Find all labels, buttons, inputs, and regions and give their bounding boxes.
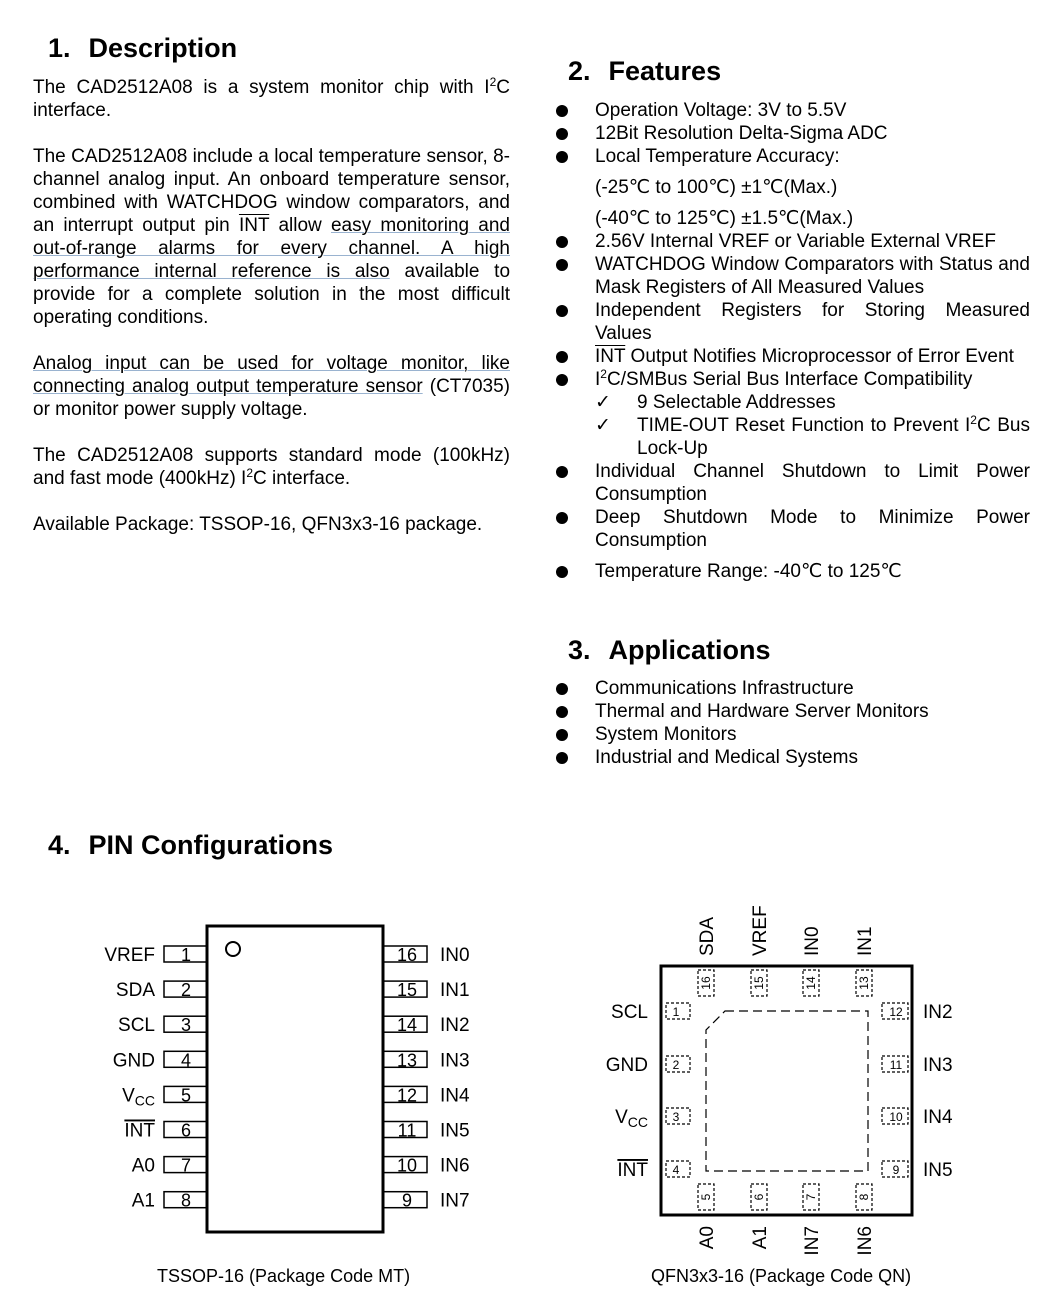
qfn-pin-label: VREF xyxy=(750,905,771,956)
qfn-pin-label: IN1 xyxy=(855,926,876,956)
tssop-pin-label: IN6 xyxy=(440,1155,470,1177)
feature-item: $\overline{INT}$ Output Notifies Microprocessor of Error Event xyxy=(556,345,1030,368)
feature-item: Deep Shutdown Mode to Minimize Power Consumption xyxy=(556,506,1030,552)
qfn-pin-label: IN4 xyxy=(923,1107,953,1128)
tssop-pin-number: 7 xyxy=(180,1155,192,1176)
feature-item: Individual Channel Shutdown to Limit Power Consumption xyxy=(556,460,1030,506)
bullet-icon xyxy=(556,729,568,741)
qfn-pin-label: IN5 xyxy=(923,1160,953,1181)
bullet-icon xyxy=(556,151,568,163)
tssop-pin-label: IN5 xyxy=(440,1120,470,1142)
tssop-pin-label: SCL xyxy=(118,1015,155,1037)
applications-list xyxy=(556,677,1030,769)
feature-subitem: ✓ 9 Selectable Addresses xyxy=(595,392,836,413)
section-heading-features: 2. Features xyxy=(568,56,722,86)
tssop-pin-number: 15 xyxy=(396,980,418,1001)
application-item: System Monitors xyxy=(556,723,1030,746)
section-heading-description: 1. Description xyxy=(48,33,238,63)
bullet-icon xyxy=(556,566,568,578)
feature-item: Temperature Range: -40℃ to 125℃ xyxy=(556,560,1030,583)
qfn-pin-number: 11 xyxy=(889,1058,903,1072)
tssop-pin-label: IN4 xyxy=(440,1085,470,1107)
bullet-icon xyxy=(556,259,568,271)
bullet-icon xyxy=(556,466,568,478)
feature-item: Independent Registers for Storing Measured Values xyxy=(556,299,1030,345)
description-body xyxy=(33,76,510,559)
qfn-pin-number: 8 xyxy=(857,1193,871,1201)
qfn-pin-number: 4 xyxy=(672,1163,680,1177)
tssop-pin-label: IN2 xyxy=(440,1015,470,1037)
tssop-pin-number: 1 xyxy=(180,945,192,965)
tssop-pin-number: 9 xyxy=(401,1190,413,1211)
feature-item: Local Temperature Accuracy: (-25℃ to 100℃) ±1℃(Max.) (-40℃ to 125℃) ±1.5℃(Max.) xyxy=(556,145,1030,230)
qfn-pin-number: 15 xyxy=(752,976,766,990)
bullet-icon xyxy=(556,512,568,524)
tssop-pin-number: 3 xyxy=(180,1015,192,1036)
qfn-pin-label: IN7 xyxy=(802,1226,823,1256)
qfn-16-pinout-diagram xyxy=(530,880,1059,1260)
tssop-pin-number: 5 xyxy=(180,1085,192,1106)
tssop-pin-number: 14 xyxy=(396,1015,418,1036)
feature-item: Operation Voltage: 3V to 5.5V xyxy=(556,99,1030,122)
qfn-pin-label: INT xyxy=(617,1160,648,1181)
qfn-pin-number: 2 xyxy=(672,1058,680,1072)
feature-item: 12Bit Resolution Delta-Sigma ADC xyxy=(556,122,1030,145)
qfn-pin-label: IN6 xyxy=(855,1226,876,1256)
pin1-marker-icon xyxy=(226,942,240,956)
qfn-pin-label: SCL xyxy=(611,1002,648,1023)
tssop-pin-number: 10 xyxy=(396,1155,418,1176)
tssop-pin-number: 13 xyxy=(396,1050,418,1071)
qfn-pin-label: IN2 xyxy=(923,1002,953,1023)
tssop-pin-label: IN3 xyxy=(440,1050,470,1072)
tssop-pin-label: A0 xyxy=(131,1155,155,1177)
qfn-pin-number: 14 xyxy=(804,976,818,990)
qfn-pin-label: IN0 xyxy=(802,926,823,956)
section-heading-applications: 3. Applications xyxy=(568,635,771,665)
check-icon: ✓ xyxy=(595,415,611,436)
qfn-pin-number: 12 xyxy=(889,1005,903,1019)
qfn-pin-label: $V_{CC}$ xyxy=(615,1107,648,1130)
tssop-pin-label: IN0 xyxy=(440,945,470,966)
tssop-pin-number: 6 xyxy=(180,1120,192,1141)
qfn-package-body xyxy=(661,966,912,1215)
qfn-pin-label: A1 xyxy=(750,1226,771,1250)
qfn-pin-label: A0 xyxy=(697,1226,718,1250)
tssop-pin-number: 12 xyxy=(396,1085,418,1106)
feature-temperature-line: (-25℃ to 100℃) ±1℃(Max.) xyxy=(595,177,838,198)
bullet-icon xyxy=(556,128,568,140)
bullet-icon xyxy=(556,706,568,718)
section-heading-pin-configurations: 4. PIN Configurations xyxy=(48,830,334,860)
tssop-pin-label: VREF xyxy=(104,945,155,966)
qfn-caption: QFN3x3-16 (Package Code QN) xyxy=(651,1266,912,1286)
qfn-pin-number: 3 xyxy=(672,1110,680,1124)
description-paragraph: Available Package: TSSOP-16, QFN3x3-16 package. xyxy=(33,514,483,535)
tssop-pin-number: 16 xyxy=(396,945,418,965)
tssop-caption: TSSOP-16 (Package Code MT) xyxy=(157,1266,411,1286)
tssop-pin-label: A1 xyxy=(131,1190,155,1212)
feature-temperature-line: (-40℃ to 125℃) ±1.5℃(Max.) xyxy=(595,208,854,229)
features-list xyxy=(556,99,1030,583)
tssop-pin-label: IN7 xyxy=(440,1190,470,1212)
feature-subitem: ✓ TIME-OUT Reset Function to Prevent $I^2C$ Bus Lock-Up xyxy=(595,413,1030,459)
bullet-icon xyxy=(556,374,568,386)
bullet-icon xyxy=(556,351,568,363)
bullet-icon xyxy=(556,236,568,248)
feature-item: WATCHDOG Window Comparators with Status and Mask Registers of All Measured Values xyxy=(556,253,1030,299)
tssop-pin-label: SDA xyxy=(115,980,155,1002)
bullet-icon xyxy=(556,752,568,764)
description-paragraph: The CAD2512A08 supports standard mode (100kHz) and fast mode (400kHz) $I^2C$ interface. xyxy=(33,445,510,489)
qfn-exposed-pad-outline xyxy=(706,1011,868,1171)
qfn-pin-number: 13 xyxy=(857,976,871,990)
tssop-pin-label: IN1 xyxy=(440,980,470,1002)
qfn-pin-number: 10 xyxy=(889,1110,903,1124)
qfn-pin-label: IN3 xyxy=(923,1055,953,1076)
tssop-pin-number: 8 xyxy=(180,1190,192,1211)
tssop-pin-number: 4 xyxy=(180,1050,192,1071)
qfn-pin-number: 6 xyxy=(752,1193,766,1201)
feature-item: 2.56V Internal VREF or Variable External VREF xyxy=(556,230,1030,253)
qfn-pin-number: 9 xyxy=(892,1163,900,1177)
tssop-package-body xyxy=(207,926,383,1232)
tssop-pin-label: $V_{CC}$ xyxy=(122,1085,155,1109)
application-item: Thermal and Hardware Server Monitors xyxy=(556,700,1030,723)
application-item: Communications Infrastructure xyxy=(556,677,1030,700)
qfn-pin-label: SDA xyxy=(697,916,718,956)
description-paragraph: The CAD2512A08 include a local temperature sensor, 8-channel analog input. An onboard temperature sensor, combined with WATCHDOG window comparators, and an interrupt output pin $\overline{INT}$ allow easy monitoring and out-of-range alarms for every channel. A high performance internal reference is also available to provide for a complete solution in the most difficult operating conditions. xyxy=(33,146,511,328)
qfn-pin-label: GND xyxy=(605,1055,648,1076)
tssop-16-pinout-diagram xyxy=(0,900,530,1250)
qfn-pin-number: 16 xyxy=(699,976,713,990)
application-item: Industrial and Medical Systems xyxy=(556,746,1030,769)
check-icon: ✓ xyxy=(595,392,611,413)
qfn-pin-number: 5 xyxy=(699,1193,713,1201)
description-paragraph: Analog input can be used for voltage monitor, like connecting analog output temperature sensor (CT7035) or monitor power supply voltage. xyxy=(33,353,511,420)
tssop-pin-number: 2 xyxy=(180,980,192,1001)
description-paragraph: The CAD2512A08 is a system monitor chip with $I^2C$ interface. xyxy=(33,75,510,121)
tssop-pin-number: 11 xyxy=(397,1120,417,1141)
feature-item: $I^2C$/SMBus Serial Bus Interface Compatibility ✓ 9 Selectable Addresses ✓ TIME-OUT Reset Function to Prevent $I^2C$ Bus Lock-Up xyxy=(556,368,1030,460)
qfn-pin-number: 1 xyxy=(672,1005,680,1019)
qfn-pin-number: 7 xyxy=(804,1193,818,1201)
tssop-pin-label: GND xyxy=(112,1050,155,1072)
bullet-icon xyxy=(556,683,568,695)
bullet-icon xyxy=(556,305,568,317)
tssop-pin-label: INT xyxy=(124,1120,155,1142)
bullet-icon xyxy=(556,105,568,117)
